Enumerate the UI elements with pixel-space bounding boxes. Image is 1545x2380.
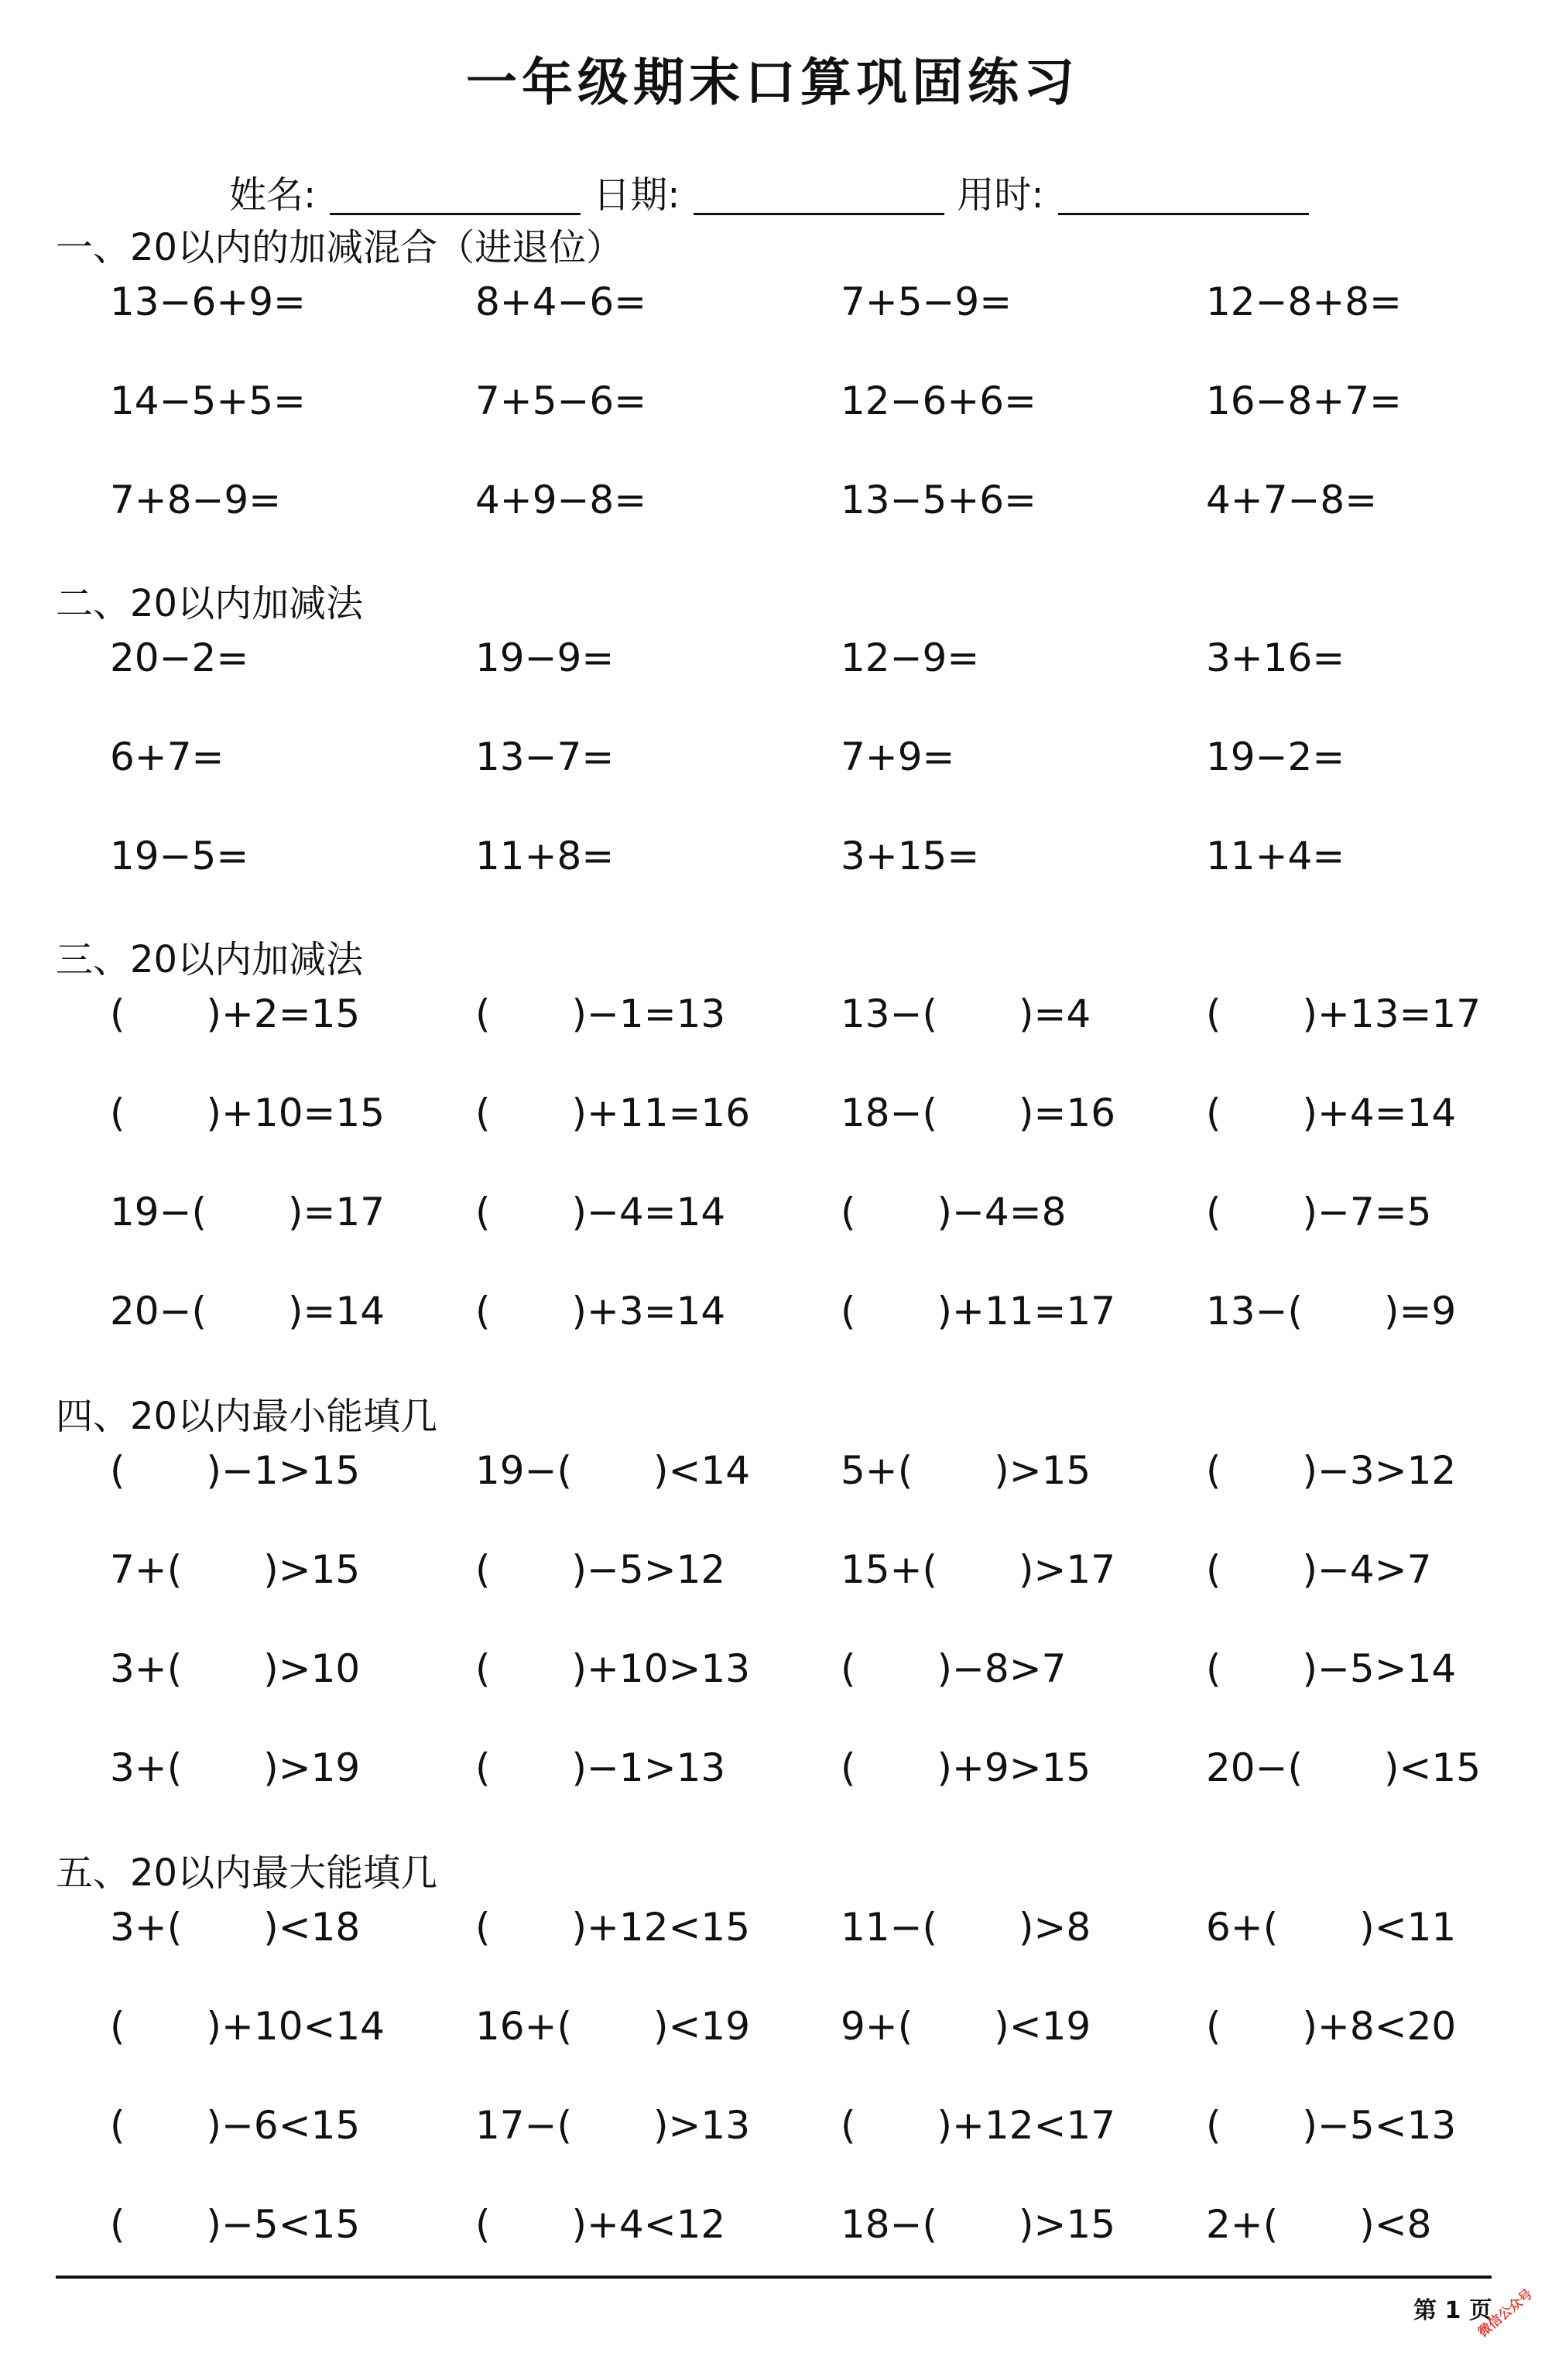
problem-row: [0, 2102, 1545, 2149]
problem-text: )>15: [1019, 2202, 1116, 2247]
math-problem: [110, 477, 281, 523]
problem-text: )+11=17: [937, 1289, 1116, 1334]
problem-text: )=14: [288, 1289, 385, 1334]
math-problem: [110, 1288, 385, 1334]
math-problem: [1206, 378, 1402, 424]
problem-text: 11−(: [841, 1905, 938, 1950]
problem-text: )>15: [994, 1448, 1091, 1493]
problem-row: [0, 477, 1545, 523]
problem-text: (: [110, 2202, 125, 2247]
math-problem: [841, 1288, 1115, 1334]
math-problem: [841, 2201, 1115, 2248]
problem-text: )−7=5: [1302, 1190, 1432, 1235]
math-problem: [1206, 2003, 1456, 2050]
time-blank[interactable]: [1058, 174, 1309, 215]
math-problem: [110, 279, 306, 325]
name-label: 姓名:: [229, 173, 317, 217]
problem-text: )>17: [1019, 1547, 1116, 1592]
problem-text: )+10=15: [206, 1091, 385, 1135]
problem-row: [0, 1745, 1545, 1791]
problem-row: [0, 1645, 1545, 1692]
math-problem: [1206, 2102, 1456, 2149]
problem-text: )−5>14: [1302, 1646, 1457, 1691]
problem-text: (: [841, 2103, 856, 2148]
problem-text: 3+(: [110, 1745, 183, 1790]
problem-text: (: [475, 2202, 491, 2247]
problem-text: )>8: [1019, 1905, 1091, 1950]
problem-text: 6+(: [1206, 1905, 1279, 1950]
math-problem: [110, 1090, 385, 1136]
problem-row: [0, 833, 1545, 879]
page-title: 一年级期末口算巩固练习: [466, 53, 1079, 112]
math-problem: [475, 1745, 725, 1791]
problem-text: 7+9=: [841, 735, 955, 779]
problem-text: 4+9−8=: [475, 478, 647, 522]
math-problem: [841, 1546, 1115, 1593]
math-problem: [110, 734, 224, 780]
problem-text: )<18: [263, 1905, 361, 1950]
problem-text: (: [841, 1289, 856, 1334]
problem-text: (: [475, 1289, 491, 1334]
math-problem: [841, 833, 979, 879]
problem-text: 6+7=: [110, 735, 224, 779]
math-problem: [475, 279, 646, 325]
math-problem: [841, 477, 1036, 523]
problem-text: 7+5−9=: [841, 279, 1012, 324]
problem-text: (: [1206, 1448, 1221, 1493]
problem-text: (: [475, 991, 491, 1036]
problem-text: )−1=13: [571, 991, 726, 1036]
problem-text: (: [1206, 2103, 1221, 2148]
problem-text: )=9: [1384, 1289, 1457, 1334]
page-number: 第 1 页: [1413, 2297, 1492, 2324]
problem-text: )−4=8: [937, 1190, 1067, 1235]
problem-text: (: [110, 2004, 125, 2049]
problem-text: (: [841, 1745, 856, 1790]
date-blank[interactable]: [694, 174, 944, 215]
problem-text: 14−5+5=: [110, 378, 306, 423]
problem-text: 12−9=: [841, 635, 980, 680]
problem-text: 7+5−6=: [475, 378, 647, 423]
problem-text: (: [475, 1091, 491, 1135]
math-problem: [1206, 991, 1481, 1037]
math-problem: [110, 2102, 360, 2149]
problem-text: 20−(: [1206, 1745, 1303, 1790]
section-title: 四、20以内最小能填几: [56, 1395, 438, 1438]
problem-text: 9+(: [841, 2004, 913, 2049]
problem-text: 17−(: [475, 2103, 573, 2148]
math-problem: [110, 1447, 360, 1494]
math-problem: [841, 2102, 1115, 2149]
problem-text: )+4=14: [1302, 1091, 1457, 1135]
problem-text: 11+4=: [1206, 834, 1345, 878]
problem-text: 19−(: [475, 1448, 573, 1493]
problem-text: 3+(: [110, 1905, 183, 1950]
problem-text: (: [1206, 1091, 1221, 1135]
problem-text: )+9>15: [937, 1745, 1091, 1790]
problem-text: 7+8−9=: [110, 478, 282, 522]
problem-text: 7+(: [110, 1547, 183, 1592]
math-problem: [475, 1090, 750, 1136]
math-problem: [1206, 1288, 1456, 1334]
math-problem: [841, 1447, 1091, 1494]
problem-text: )−3>12: [1302, 1448, 1457, 1493]
math-problem: [475, 2201, 725, 2248]
math-problem: [110, 378, 306, 424]
problem-text: 3+16=: [1206, 635, 1345, 680]
problem-text: (: [1206, 991, 1221, 1036]
math-problem: [110, 833, 248, 879]
math-problem: [110, 1189, 385, 1235]
problem-text: )+4<12: [571, 2202, 726, 2247]
math-problem: [475, 1546, 725, 1593]
problem-text: 12−6+6=: [841, 378, 1036, 423]
problem-text: 16+(: [475, 2004, 573, 2049]
math-problem: [475, 1447, 750, 1494]
math-problem: [475, 734, 614, 780]
math-problem: [1206, 1904, 1456, 1950]
math-problem: [1206, 1447, 1456, 1494]
math-problem: [1206, 477, 1377, 523]
problem-text: )−6<15: [206, 2103, 361, 2148]
problem-text: 13−(: [1206, 1289, 1303, 1334]
math-problem: [1206, 1090, 1456, 1136]
math-problem: [1206, 833, 1345, 879]
problem-text: 5+(: [841, 1448, 913, 1493]
math-problem: [841, 279, 1012, 325]
problem-text: (: [110, 1448, 125, 1493]
problem-text: (: [475, 1190, 491, 1235]
math-problem: [841, 1645, 1066, 1692]
problem-row: [0, 1090, 1545, 1136]
problem-text: 19−(: [110, 1190, 207, 1235]
math-problem: [475, 991, 725, 1037]
problem-text: (: [475, 1905, 491, 1950]
math-problem: [475, 477, 646, 523]
problem-text: (: [110, 991, 125, 1036]
problem-row: [0, 2201, 1545, 2248]
problem-text: (: [1206, 2004, 1221, 2049]
watermark-stamp: [1457, 2265, 1545, 2363]
problem-text: 20−2=: [110, 635, 249, 680]
problem-text: )−4=14: [571, 1190, 726, 1235]
time-label: 用时:: [957, 173, 1044, 217]
math-problem: [1206, 1745, 1481, 1791]
problem-row: [0, 734, 1545, 780]
problem-text: )−1>15: [206, 1448, 361, 1493]
problem-text: 3+15=: [841, 834, 980, 878]
problem-text: 13−5+6=: [841, 478, 1036, 522]
problem-text: )−5<15: [206, 2202, 361, 2247]
math-problem: [1206, 279, 1402, 325]
problem-text: )<11: [1359, 1905, 1457, 1950]
problem-text: 18−(: [841, 2202, 938, 2247]
math-problem: [1206, 635, 1345, 681]
problem-row: [0, 378, 1545, 424]
problem-row: [0, 279, 1545, 325]
problem-text: 8+4−6=: [475, 279, 647, 324]
math-problem: [475, 2102, 750, 2149]
problem-text: )<14: [653, 1448, 751, 1493]
section-title: 五、20以内最大能填几: [56, 1851, 438, 1895]
math-problem: [841, 635, 979, 681]
problem-text: 13−(: [841, 991, 938, 1036]
problem-text: 2+(: [1206, 2202, 1279, 2247]
problem-text: )+2=15: [206, 991, 361, 1036]
math-problem: [841, 1189, 1066, 1235]
problem-text: )+13=17: [1302, 991, 1482, 1036]
problem-row: [0, 1447, 1545, 1494]
problem-text: )−1>13: [571, 1745, 726, 1790]
problem-text: 19−9=: [475, 635, 615, 680]
math-problem: [110, 2003, 385, 2050]
math-problem: [475, 1904, 750, 1950]
math-problem: [841, 991, 1091, 1037]
problem-text: )<19: [994, 2004, 1091, 2049]
problem-text: )−8>7: [937, 1646, 1067, 1691]
section-title: 二、20以内加减法: [56, 582, 364, 625]
problem-text: (: [475, 1646, 491, 1691]
problem-text: 12−8+8=: [1206, 279, 1402, 324]
problem-row: [0, 1546, 1545, 1593]
problem-text: )+10>13: [571, 1646, 751, 1691]
math-problem: [475, 2003, 750, 2050]
problem-text: )−5<13: [1302, 2103, 1457, 2148]
math-problem: [841, 1904, 1091, 1950]
problem-row: [0, 991, 1545, 1037]
problem-row: [0, 2003, 1545, 2050]
problem-text: 20−(: [110, 1289, 207, 1334]
problem-text: )+8<20: [1302, 2004, 1457, 2049]
problem-text: )>13: [653, 2103, 751, 2148]
problem-row: [0, 1189, 1545, 1235]
math-problem: [475, 1189, 725, 1235]
watermark-stamp-text: 微信公众号: [1475, 2286, 1536, 2341]
math-problem: [841, 378, 1036, 424]
math-problem: [475, 635, 614, 681]
problem-text: )=17: [288, 1190, 385, 1235]
date-label: 日期:: [593, 173, 680, 217]
problem-text: (: [841, 1646, 856, 1691]
problem-text: )+3=14: [571, 1289, 726, 1334]
math-problem: [1206, 734, 1345, 780]
math-problem: [110, 991, 360, 1037]
problem-text: )+12<17: [937, 2103, 1116, 2148]
problem-text: (: [110, 1091, 125, 1135]
section-title: 一、20以内的加减混合（进退位）: [56, 226, 624, 269]
problem-text: )=4: [1019, 991, 1091, 1036]
problem-row: [0, 635, 1545, 681]
problem-text: (: [841, 1190, 856, 1235]
math-problem: [1206, 1546, 1431, 1593]
problem-text: )<19: [653, 2004, 751, 2049]
problem-text: )>19: [263, 1745, 361, 1790]
math-problem: [841, 734, 954, 780]
problem-text: )>15: [263, 1547, 361, 1592]
math-problem: [475, 1645, 750, 1692]
problem-text: 16−8+7=: [1206, 378, 1402, 423]
footer-divider: [56, 2276, 1492, 2279]
math-problem: [110, 1904, 360, 1950]
problem-text: 18−(: [841, 1091, 938, 1135]
problem-text: (: [110, 2103, 125, 2148]
problem-text: 19−2=: [1206, 735, 1345, 779]
math-problem: [1206, 1189, 1431, 1235]
problem-text: 3+(: [110, 1646, 183, 1691]
problem-text: 4+7−8=: [1206, 478, 1378, 522]
problem-text: (: [475, 1745, 491, 1790]
problem-text: (: [475, 1547, 491, 1592]
math-problem: [110, 635, 248, 681]
problem-text: )>10: [263, 1646, 361, 1691]
student-info-row: [229, 164, 1321, 218]
problem-row: [0, 1288, 1545, 1334]
problem-text: )=16: [1019, 1091, 1116, 1135]
problem-text: )<15: [1384, 1745, 1482, 1790]
problem-text: 15+(: [841, 1547, 938, 1592]
section-title: 三、20以内加减法: [56, 938, 364, 981]
problem-text: )−4>7: [1302, 1547, 1432, 1592]
math-problem: [841, 2003, 1091, 2050]
math-problem: [475, 378, 646, 424]
problem-row: [0, 1904, 1545, 1950]
math-problem: [1206, 1645, 1456, 1692]
problem-text: )+10<14: [206, 2004, 385, 2049]
problem-text: 19−5=: [110, 834, 249, 878]
problem-text: (: [1206, 1190, 1221, 1235]
math-problem: [110, 1645, 360, 1692]
problem-text: 11+8=: [475, 834, 615, 878]
problem-text: )+11=16: [571, 1091, 751, 1135]
math-problem: [110, 1745, 360, 1791]
problem-text: (: [1206, 1547, 1221, 1592]
math-problem: [841, 1090, 1115, 1136]
math-problem: [1206, 2201, 1431, 2248]
math-problem: [475, 833, 614, 879]
problem-text: )+12<15: [571, 1905, 751, 1950]
math-problem: [475, 1288, 725, 1334]
math-problem: [110, 2201, 360, 2248]
problem-text: (: [1206, 1646, 1221, 1691]
problem-text: )−5>12: [571, 1547, 726, 1592]
math-problem: [110, 1546, 360, 1593]
problem-text: )<8: [1359, 2202, 1432, 2247]
math-problem: [841, 1745, 1091, 1791]
problem-text: 13−6+9=: [110, 279, 306, 324]
problem-text: 13−7=: [475, 735, 615, 779]
name-blank[interactable]: [330, 174, 581, 215]
